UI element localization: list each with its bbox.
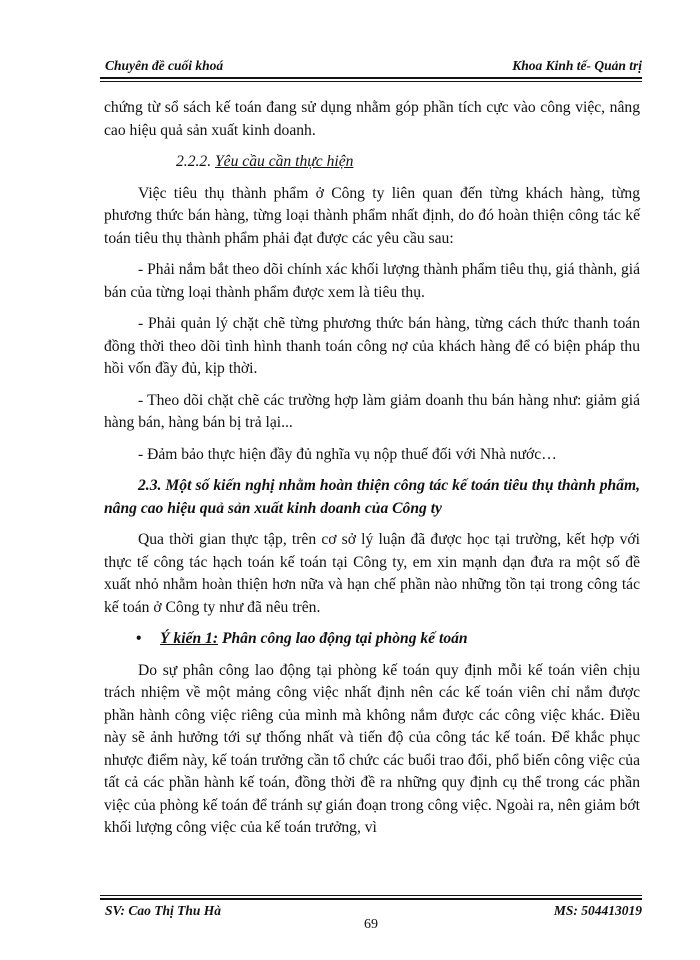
header-rule — [100, 77, 642, 82]
paragraph: Việc tiêu thụ thành phẩm ở Công ty liên quan đến từng khách hàng, từng phương thức bán hàng, từng loại thành phẩm nhất định, do đó hoàn thiện công tác kế toán tiêu thụ thành phẩm phải đạt được các yêu cầu sau: — [104, 184, 640, 247]
header-left-text: Chuyên đề cuối khoá — [105, 58, 224, 73]
idea-heading — [104, 628, 640, 651]
footer-rule — [100, 895, 642, 900]
section-heading: 2.3. Một số kiến nghị nhằm hoàn thiện công tác kế toán tiêu thụ thành phẩm, nâng cao hiệu quả sản xuất kinh doanh của Công ty — [104, 477, 640, 517]
footer-student-id: MS: 504413019 — [553, 903, 642, 918]
list-item: - Đảm bảo thực hiện đầy đủ nghĩa vụ nộp thuế đối với Nhà nước… — [138, 445, 557, 463]
document-body — [104, 97, 640, 849]
list-item: - Theo dõi chặt chẽ các trường hợp làm giảm doanh thu bán hàng như: giảm giá hàng bán, hàng bán bị trả lại... — [104, 391, 640, 431]
paragraph: Do sự phân công lao động tại phòng kế toán quy định mỗi kế toán viên chịu trách nhiệm về một mảng công việc nhất định nên các kế toán viên chỉ nắm được phần hành công việc riêng của mình mà không nắm được các công việc khác. Điều này sẽ ảnh hưởng tới sự thống nhất và tiến độ của công tác kế toán. Để khắc phục nhược điểm này, kế toán trưởng cần tổ chức các buổi trao đổi, phổ biến công việc của tất cả các phần hành kế toán, đồng thời đề ra những quy định cụ thể trong các phần việc của phòng kế toán để tránh sự gián đoạn trong công việc. Ngoài ra, nên giảm bớt khối lượng công việc của kế toán trưởng, vì — [104, 661, 640, 836]
header-right-text: Khoa Kinh tế- Quản trị — [512, 58, 642, 73]
footer-student-name: SV: Cao Thị Thu Hà — [105, 903, 222, 918]
page-number: 69 — [364, 917, 378, 932]
subsection-title: Yêu cầu cần thực hiện — [215, 153, 354, 170]
list-item: - Phải nắm bắt theo dõi chính xác khối lượng thành phẩm tiêu thụ, giá thành, giá bán của từng loại thành phẩm được xem là tiêu thụ. — [104, 261, 640, 301]
bullet-icon: • — [136, 630, 142, 647]
page-footer — [100, 903, 642, 943]
page-header — [100, 47, 642, 77]
idea-label: Ý kiến 1: — [160, 630, 219, 647]
paragraph: Qua thời gian thực tập, trên cơ sở lý luận đã được học tại trường, kết hợp với thực tế công tác hạch toán kế toán tại Công ty, em xin mạnh dạn đưa ra một số đề xuất nhỏ nhằm hoàn thiện hơn nữa và hạn chế phần nào những tồn tại trong công tác kế toán ở Công ty như đã nêu trên. — [104, 531, 640, 616]
subsection-number: 2.2.2. — [176, 153, 212, 170]
list-item: - Phải quản lý chặt chẽ từng phương thức bán hàng, từng cách thức thanh toán đồng thời theo dõi tình hình thanh toán công nợ của khách hàng để có biện pháp thu hồi vốn đầy đủ, kịp thời. — [104, 315, 640, 377]
paragraph: chứng từ sổ sách kế toán đang sử dụng nhằm góp phần tích cực vào công việc, nâng cao hiệu quả sản xuất kinh doanh. — [104, 99, 640, 139]
subsection-heading — [176, 151, 640, 174]
idea-title: Phân công lao động tại phòng kế toán — [221, 630, 468, 647]
